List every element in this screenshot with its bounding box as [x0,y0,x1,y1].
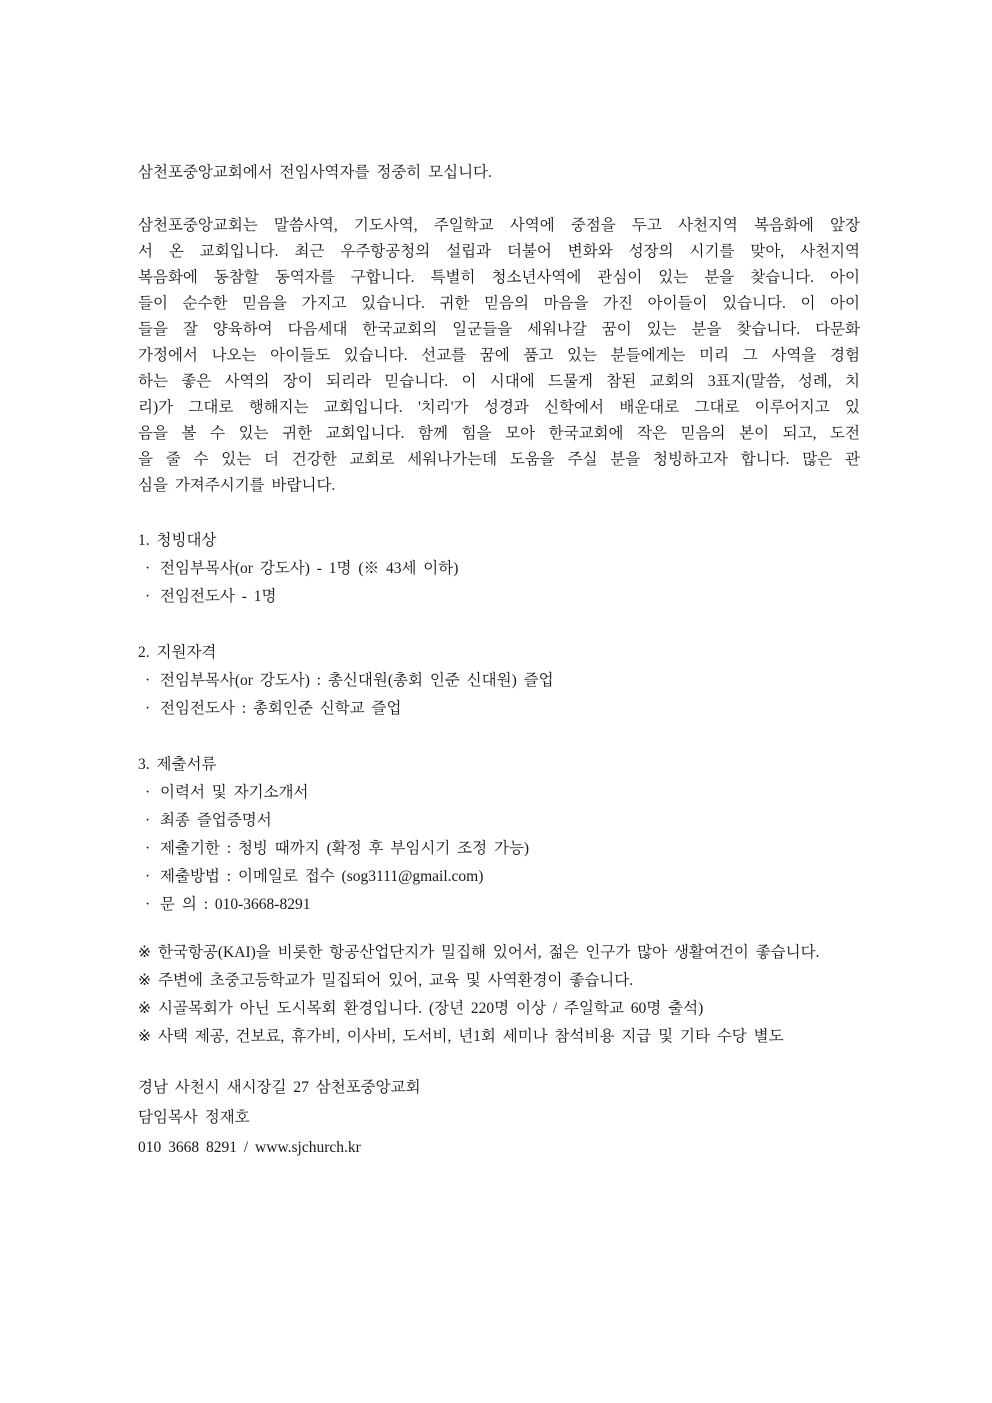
list-item [138,891,860,919]
bullet-marker: · [145,840,151,857]
list-item [138,667,860,695]
footer-address: 경남 사천시 새시장길 27 삼천포중앙교회 [138,1079,421,1096]
note-text: 주변에 초중고등학교가 밀집되어 있어, 교육 및 사역환경이 좋습니다. [158,972,634,989]
list-item [138,555,860,583]
list-item [138,779,860,807]
bullet-marker: · [145,784,151,801]
note-item [138,967,860,995]
footer-pastor: 담임목사 정재호 [138,1109,250,1126]
intro-line: 들이 순수한 믿음을 가지고 있습니다. 귀한 믿음의 마음을 가진 아이들이 있습니다. 이 아이 [138,295,860,312]
note-item [138,995,860,1023]
list-item [138,695,860,723]
footer-contact [138,1073,860,1163]
bullet-marker: · [145,588,151,605]
bullet-marker: · [145,896,151,913]
bullet-marker: · [145,700,151,717]
section-recruitment-target [138,527,860,611]
list-item-text: 문 의 : 010-3668-8291 [160,896,311,913]
note-text: 시골목회가 아닌 도시목회 환경입니다. (장년 220명 이상 / 주일학교 60명 출석) [158,1000,704,1017]
section-heading: 2. 지원자격 [138,644,217,661]
intro-line: 심을 가져주시기를 바랍니다. [138,477,336,494]
list-item [138,807,860,835]
intro-line: 음을 볼 수 있는 귀한 교회입니다. 함께 힘을 모아 한국교회에 작은 믿음의 본이 되고, 도전 [138,425,860,442]
note-text: 한국항공(KAI)을 비롯한 항공산업단지가 밀집해 있어서, 젊은 인구가 많아 생활여건이 좋습니다. [158,944,820,961]
intro-line: 하는 좋은 사역의 장이 되리라 믿습니다. 이 시대에 드물게 참된 교회의 3표지(말씀, 성례, 치 [138,373,860,390]
note-item [138,1023,860,1051]
note-text: 사택 제공, 건보료, 휴가비, 이사비, 도서비, 년1회 세미나 참석비용 지급 및 기타 수당 별도 [158,1028,784,1045]
list-item-text: 제출기한 : 청빙 때까지 (확정 후 부임시기 조정 가능) [160,840,530,857]
notes-list [138,939,860,1051]
list-item-text: 제출방법 : 이메일로 접수 (sog3111@gmail.com) [160,868,484,885]
note-marker: ※ [138,1000,151,1017]
intro-line: 삼천포중앙교회는 말씀사역, 기도사역, 주일학교 사역에 중점을 두고 사천지역 복음화에 앞장 [138,217,860,234]
intro-line: 서 온 교회입니다. 최근 우주항공청의 설립과 더불어 변화와 성장의 시기를 맞아, 사천지역 [138,243,860,260]
note-marker: ※ [138,944,151,961]
list-item-text: 이력서 및 자기소개서 [160,784,309,801]
bullet-marker: · [145,672,151,689]
bullet-marker: · [145,812,151,829]
footer-phone-website: 010 3668 8291 / www.sjchurch.kr [138,1139,361,1156]
intro-line: 리)가 그대로 행해지는 교회입니다. '치리'가 성경과 신학에서 배운대로 그대로 이루어지고 있 [138,399,860,416]
list-item-text: 전임부목사(or 강도사) - 1명 (※ 43세 이하) [160,560,459,577]
document-title: 삼천포중앙교회에서 전임사역자를 정중히 모십니다. [138,164,492,181]
list-item-text: 전임전도사 - 1명 [160,588,277,605]
note-item [138,939,860,967]
intro-line: 들을 잘 양육하여 다음세대 한국교회의 일군들을 세워나갈 꿈이 있는 분을 찾습니다. 다문화 [138,321,860,338]
note-marker: ※ [138,1028,151,1045]
list-item [138,863,860,891]
list-item [138,835,860,863]
intro-paragraph [138,213,860,499]
intro-line: 가정에서 나오는 아이들도 있습니다. 선교를 꿈에 품고 있는 분들에게는 미리 그 사역을 경험 [138,347,860,364]
section-qualifications [138,639,860,723]
list-item-text: 전임전도사 : 총회인준 신학교 즐업 [160,700,402,717]
section-heading: 3. 제출서류 [138,756,217,773]
list-item [138,583,860,611]
intro-line: 을 줄 수 있는 더 건강한 교회로 세워나가는데 도움을 주실 분을 청빙하고자 합니다. 많은 관 [138,451,860,468]
section-heading: 1. 청빙대상 [138,532,217,549]
intro-line: 복음화에 동참할 동역자를 구합니다. 특별히 청소년사역에 관심이 있는 분을 찾습니다. 아이 [138,269,860,286]
note-marker: ※ [138,972,151,989]
bullet-marker: · [145,560,151,577]
list-item-text: 최종 즐업증명서 [160,812,272,829]
section-documents [138,751,860,919]
list-item-text: 전임부목사(or 강도사) : 총신대원(총회 인준 신대원) 즐업 [160,672,554,689]
bullet-marker: · [145,868,151,885]
